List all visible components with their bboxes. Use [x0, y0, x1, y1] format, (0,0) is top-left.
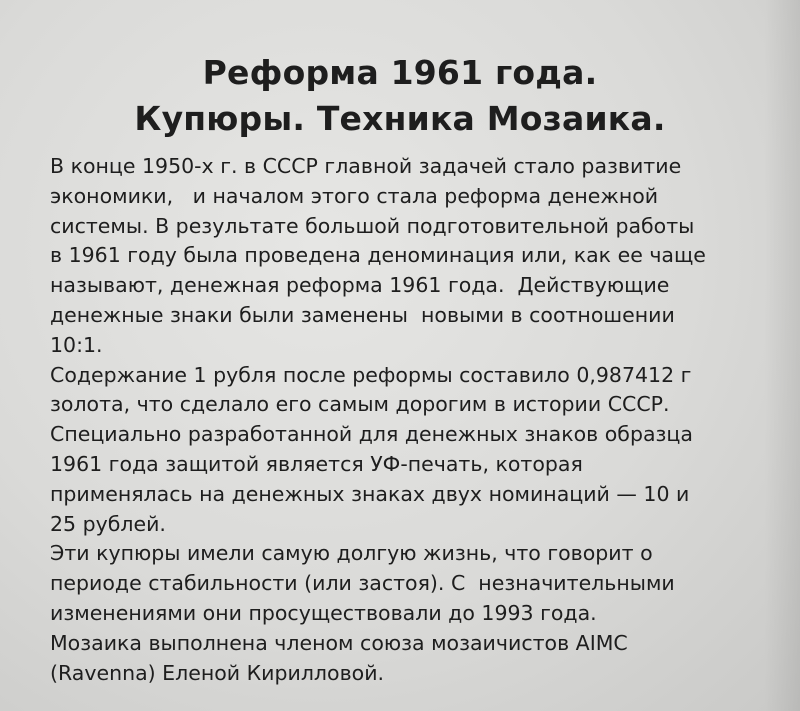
body-line: системы. В результате большой подготовительной работы [50, 213, 695, 238]
body-line: экономики, и началом этого стала реформа денежной [50, 183, 659, 208]
body-line: Специально разработанной для денежных знаков образца [50, 422, 693, 447]
body-line: 25 рублей. [50, 511, 166, 536]
body-line: изменениями они просуществовали до 1993 года. [50, 600, 597, 625]
body-line: 1961 года защитой является УФ-печать, которая [50, 451, 583, 476]
body-line: называют, денежная реформа 1961 года. Действующие [50, 273, 670, 298]
title-line-2: Купюры. Техника Мозаика. [134, 99, 666, 138]
body-line: (Ravenna) Еленой Кирилловой. [50, 660, 385, 685]
title-line-1: Реформа 1961 года. [202, 53, 598, 92]
panel-title [0, 50, 800, 142]
panel-body [50, 152, 770, 688]
body-line: денежные знаки были заменены новыми в соотношении [50, 302, 675, 327]
body-line: Эти купюры имели самую долгую жизнь, что говорит о [50, 541, 653, 566]
body-line: Мозаика выполнена членом союза мозаичистов AIMC [50, 630, 628, 655]
body-line: 10:1. [50, 332, 103, 357]
body-line: в 1961 году была проведена деноминация или, как ее чаще [50, 243, 706, 268]
body-line: применялась на денежных знаках двух номинаций — 10 и [50, 481, 690, 506]
body-line: В конце 1950-х г. в СССР главной задачей стало развитие [50, 154, 682, 178]
body-line: Содержание 1 рубля после реформы составило 0,987412 г [50, 362, 692, 387]
body-line: золота, что сделало его самым дорогим в истории СССР. [50, 392, 670, 417]
body-line: периоде стабильности (или застоя). С незначительными [50, 571, 675, 596]
